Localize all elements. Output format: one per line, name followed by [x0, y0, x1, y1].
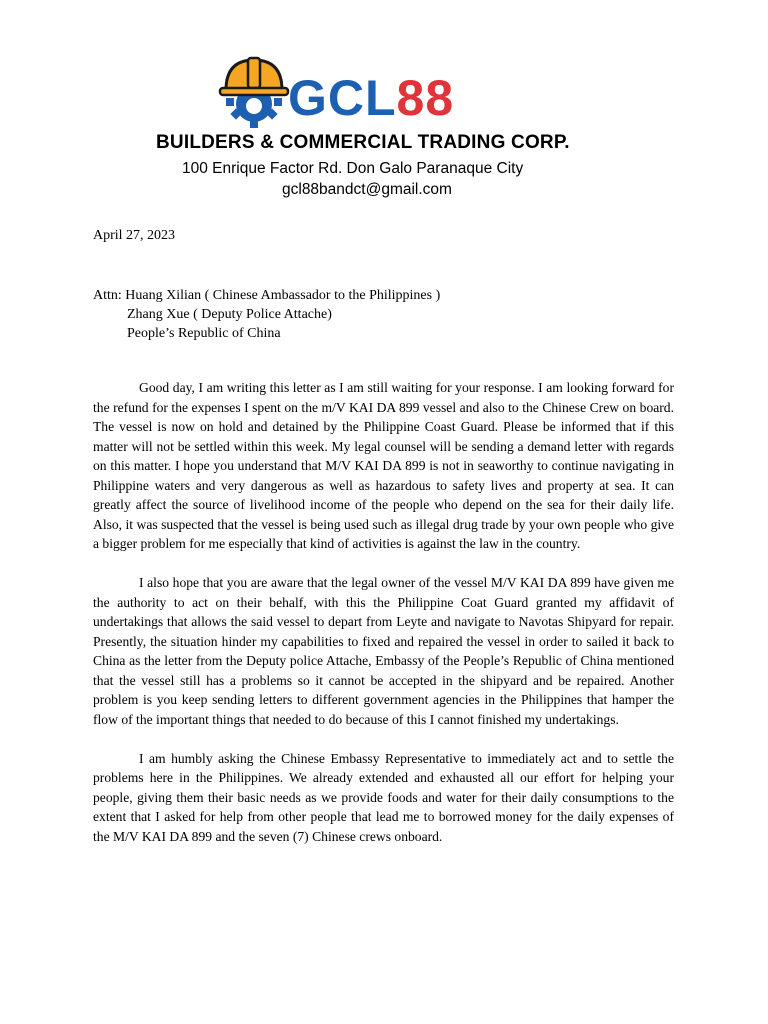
attn-line: Zhang Xue ( Deputy Police Attache): [127, 307, 332, 322]
letter-date: April 27, 2023: [93, 228, 176, 243]
letterhead: [140, 48, 620, 208]
attn-line: Attn: Huang Xilian ( Chinese Ambassador to the Philippines ): [93, 288, 441, 303]
company-name: BUILDERS & COMMERCIAL TRADING CORP.: [156, 132, 570, 153]
body-paragraph: I also hope that you are aware that the legal owner of the vessel M/V KAI DA 899 have given me the authority to act on their behalf, with this the Philippine Coat Guard granted my affidavit of undertakings that allows the said vessel to depart from Leyte and navigate to Navotas Shipyard for repair. Presently, the situation hinder my capabilities to fixed and repaired the vessel in order to sailed it back to China as the letter from the Deputy police Attache, Embassy of the People’s Republic of China mentioned that the vessel still has a problems so it cannot be accepted in the shipyard and be repaired. Another problem is you keep sending letters to different government agencies in the Philippines that hamper the flow of the important things that needed to do because of this I cannot finished my undertakings.: [93, 575, 674, 727]
body-paragraph: Good day, I am writing this letter as I am still waiting for your response. I am looking forward for the refund for the expenses I spent on the m/V KAI DA 899 vessel and also to the Chinese Crew on board. The vessel is now on hold and detained by the Philippine Coast Guard. Please be informed that if this matter will not be settled within this week. My legal counsel will be sending a demand letter with regards on this matter. I hope you understand that M/V KAI DA 899 is not in seaworthy to continue navigating in Philippine waters and very dangerous as well as hazardous to safety lives and property at sea. It can greatly affect the source of livelihood income of the people who depend on the sea for their daily life. Also, it was suspected that the vessel is being used such as illegal drug trade by your own people who give a bigger problem for me especially that kind of activities is against the law in the country.: [93, 380, 674, 551]
attn-line: People’s Republic of China: [127, 326, 281, 341]
letter-body: [93, 378, 674, 866]
hard-hat-gear-icon: [218, 54, 290, 130]
brand-number: 88: [396, 70, 455, 126]
body-paragraph: I am humbly asking the Chinese Embassy Representative to immediately act and to settle the problems here in the Philippines. We already extended and exhausted all our effort for helping your people, giving them their basic needs as we provide foods and water for their daily consumptions to the extent that I asked for help from other people that lead me to borrowed money for the daily expenses of the M/V KAI DA 899 and the seven (7) Chinese crews onboard.: [93, 750, 674, 844]
brand-gcl: GCL: [288, 70, 397, 126]
brand-name: [288, 70, 454, 126]
attention-block: [93, 286, 440, 343]
company-email: gcl88bandct@gmail.com: [282, 181, 452, 198]
company-address: 100 Enrique Factor Rd. Don Galo Paranaque City: [182, 160, 524, 177]
